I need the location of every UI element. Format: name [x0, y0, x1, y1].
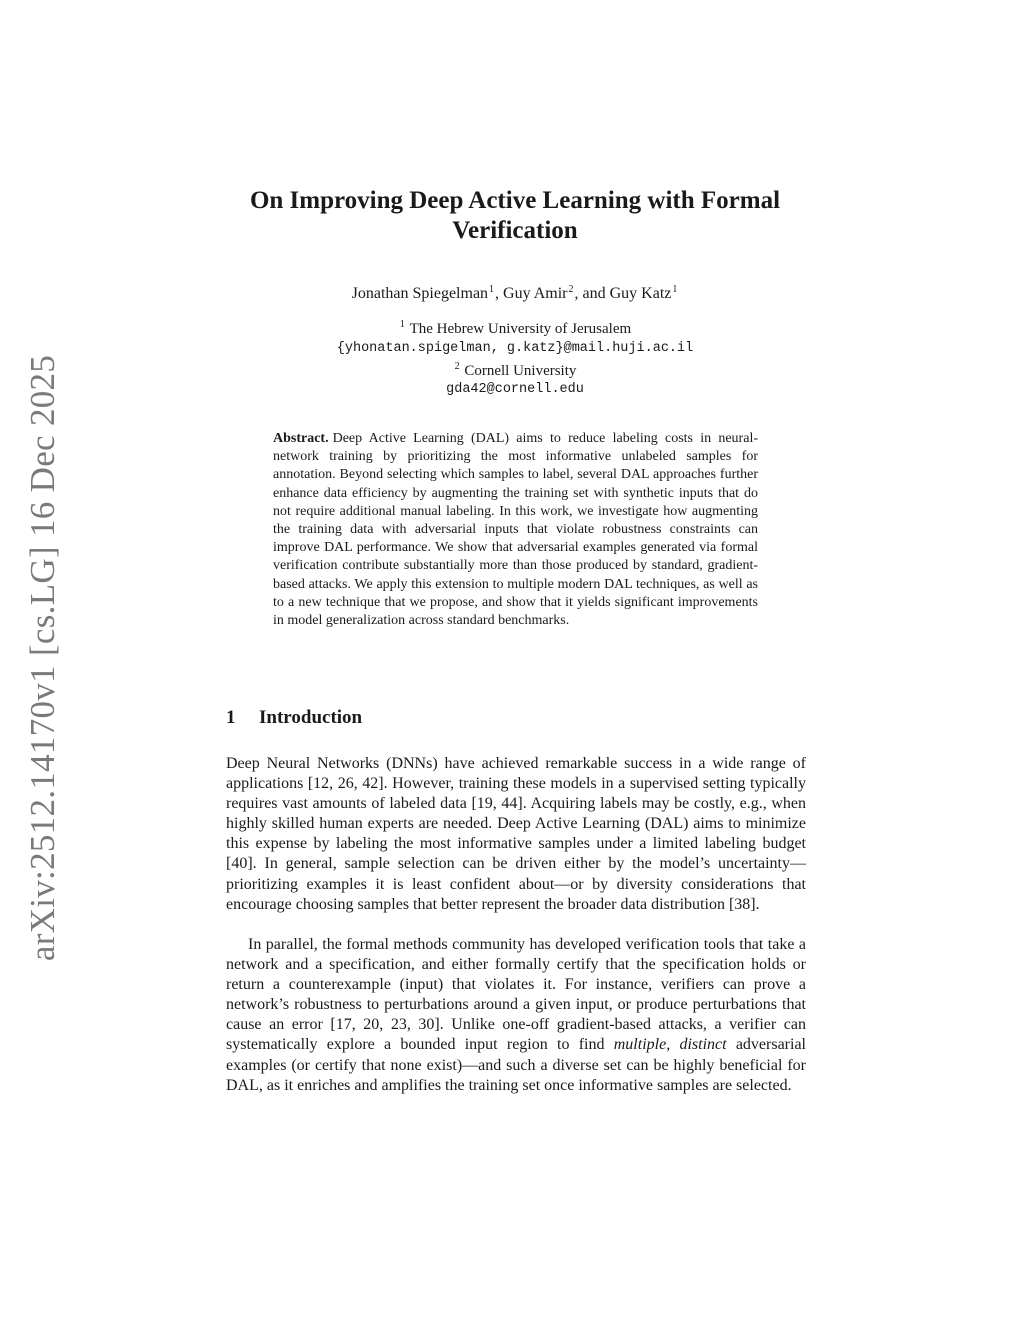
paragraph-text: adversarial examples (or certify that none exist)—and such a diverse set can be highly beneficial for DAL, as it enriches and amplifies the training set once informative samples are selected. [226, 1036, 806, 1094]
affiliation-institution [200, 362, 830, 380]
paragraph [226, 935, 806, 1096]
affiliation-mark: 1 [489, 284, 495, 295]
affiliation-mark: 1 [672, 284, 678, 295]
arxiv-identifier: arXiv:2512.14170v1 [cs.LG] 16 Dec 2025 [23, 354, 62, 962]
author-name: Guy Amir [503, 285, 568, 302]
emphasis-text: multiple [613, 1036, 667, 1054]
abstract-text: Deep Active Learning (DAL) aims to reduce labeling costs in neural-network training by prioritizing the most informative unlabeled samples for annotation. Beyond selecting which samples to label, several DAL approaches further enhance data efficiency by augmenting the training set with synthetic inputs that do not require additional manual labeling. In this work, we investigate how augmenting the training data with adversarial inputs that violate robustness constraints can improve DAL performance. We show that adversarial examples generated via formal verification contribute substantially more than those produced by standard, gradient-based attacks. We apply this extension to multiple modern DAL techniques, as well as to a new technique that we propose, and show that it yields significant improvements in model generalization across standard benchmarks. [273, 431, 758, 629]
section-heading [226, 706, 362, 730]
affiliation-institution [200, 320, 830, 338]
paragraph-text: In parallel, the formal methods community has developed verification tools that take a network and a specification, and either formally certify that the specification holds or return a counterexample (input) that violates it. For instance, verifiers can prove a network’s robustness to perturbations around a given input, or produce perturbations that cause an error [17, 20, 23, 30]. Unlike one-off gradient-based attacks, a verifier can systematically explore a bounded input region to find [226, 936, 806, 1054]
author-list [200, 284, 830, 304]
affiliation-mark: 1 [399, 319, 405, 330]
institution-name: The Hebrew University of Jerusalem [409, 321, 632, 337]
emphasis-text: distinct [679, 1036, 727, 1054]
author-separator: , [495, 285, 504, 302]
author-name: Jonathan Spiegelman [351, 285, 489, 302]
section-title: Introduction [259, 707, 363, 728]
abstract-label: Abstract. [273, 431, 329, 446]
paragraph: Deep Neural Networks (DNNs) have achieved remarkable success in a wide range of applications [12, 26, 42]. However, training these models in a supervised setting typically requires vast amounts of labeled data [19, 44]. Acquiring labels may be costly, e.g., when highly skilled human experts are needed. Deep Active Learning (DAL) aims to minimize this expense by labeling the most informative samples under a limited labeling budget [40]. In general, sample selection can be driven either by the model’s uncertainty—prioritizing examples it is least confident about—or by diversity considerations that encourage choosing samples that better represent the broader data distribution [38]. [226, 755, 806, 913]
arxiv-stamp [8, 354, 78, 962]
paper-title: On Improving Deep Active Learning with Formal Verification [249, 187, 781, 244]
affiliation-mark: 2 [454, 361, 460, 372]
abstract [273, 430, 758, 630]
affiliation-email: gda42@cornell.edu [446, 382, 584, 397]
author-separator: , and [574, 285, 610, 302]
affiliation-mark: 2 [568, 284, 574, 295]
section-number: 1 [226, 707, 236, 728]
affiliation-email: {yhonatan.spigelman, g.katz}@mail.huji.ac.il [336, 341, 694, 356]
institution-name: Cornell University [464, 363, 577, 379]
paragraph-text: , [666, 1036, 680, 1054]
author-name: Guy Katz [609, 285, 672, 302]
